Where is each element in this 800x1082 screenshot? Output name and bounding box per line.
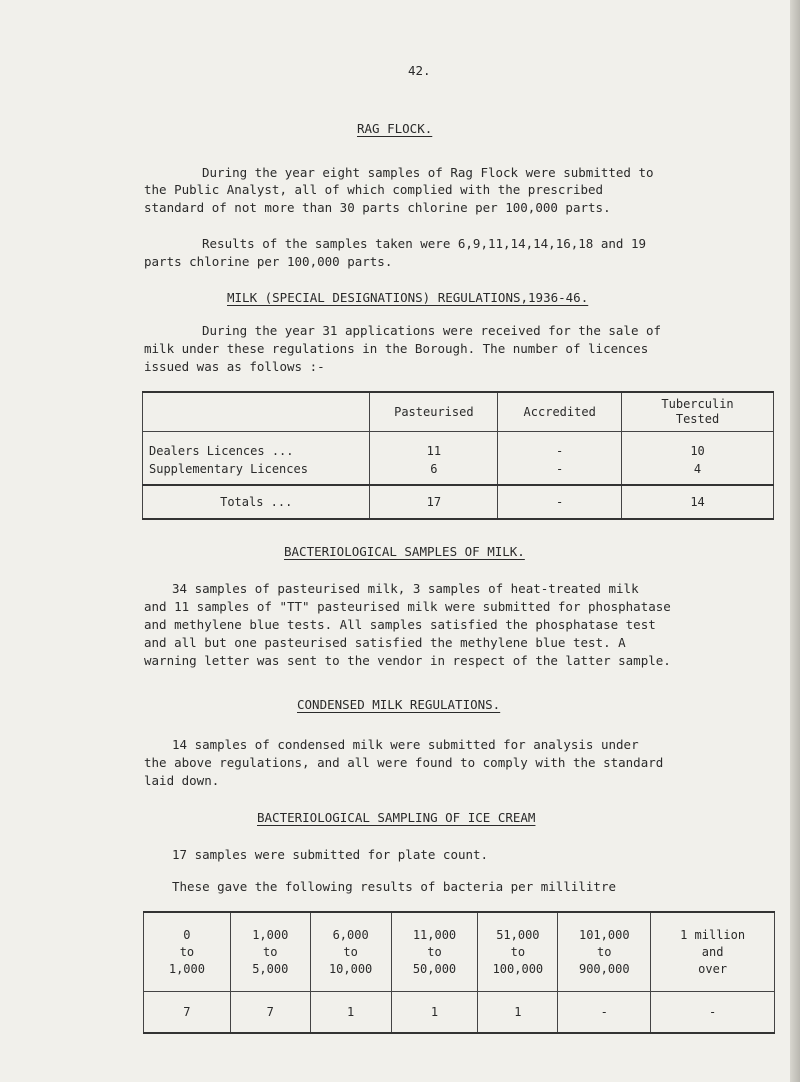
bact-milk-line5: warning letter was sent to the vendor in respect of the latter sample. <box>144 653 671 668</box>
range-cell: 0 to 1,000 <box>144 912 231 992</box>
licences-header-row <box>143 392 774 432</box>
condensed-line2: the above regulations, and all were found to comply with the standard <box>144 755 664 770</box>
table-row <box>143 432 774 461</box>
count-cell: 1 <box>478 992 558 1034</box>
count-cell: 7 <box>144 992 231 1034</box>
rag-flock-para1-line1: During the year eight samples of Rag Flock were submitted to <box>202 165 654 180</box>
bact-milk-line2: and 11 samples of "TT" pasteurised milk were submitted for phosphatase <box>144 599 671 614</box>
total-accredited: - <box>498 485 622 519</box>
range-cell: 51,000 to 100,000 <box>478 912 558 992</box>
page-edge-shadow <box>790 0 800 1082</box>
range-cell: 6,000 to 10,000 <box>310 912 391 992</box>
cell-tuberculin: 4 <box>622 460 774 485</box>
row-label: Supplementary Licences <box>143 460 370 485</box>
licences-header-blank <box>143 392 370 432</box>
condensed-line3: laid down. <box>144 773 220 788</box>
range-cell: 1 million and over <box>651 912 775 992</box>
licences-header-pasteurised: Pasteurised <box>370 392 498 432</box>
rag-flock-para2-line2: parts chlorine per 100,000 parts. <box>144 254 393 269</box>
rag-flock-para1-line3: standard of not more than 30 parts chlorine per 100,000 parts. <box>144 200 611 215</box>
rag-flock-para1-line2: the Public Analyst, all of which complied with the prescribed <box>144 182 604 197</box>
milk-special-para-line1: During the year 31 applications were received for the sale of <box>202 323 662 338</box>
cell-tuberculin: 10 <box>622 432 774 461</box>
ice-cream-heading: BACTERIOLOGICAL SAMPLING OF ICE CREAM <box>257 810 536 825</box>
bact-milk-line4: and all but one pasteurised satisfied the methylene blue test. A <box>144 635 626 650</box>
table-row <box>143 460 774 485</box>
milk-special-heading: MILK (SPECIAL DESIGNATIONS) REGULATIONS,1936-46. <box>227 290 589 305</box>
licences-table <box>142 391 774 520</box>
range-cell: 101,000 to 900,000 <box>558 912 651 992</box>
ice-cream-para1: 17 samples were submitted for plate count. <box>172 847 489 862</box>
count-cell: - <box>558 992 651 1034</box>
totals-row <box>143 485 774 519</box>
condensed-milk-heading: CONDENSED MILK REGULATIONS. <box>297 697 501 712</box>
row-label: Dealers Licences ... <box>143 432 370 461</box>
cell-pasteurised: 11 <box>370 432 498 461</box>
page-number: 42. <box>408 63 431 78</box>
ice-cream-ranges-row <box>144 912 775 992</box>
milk-special-para-line3: issued was as follows :- <box>144 359 325 374</box>
licences-header-tuberculin: Tuberculin Tested <box>622 392 774 432</box>
count-cell: 1 <box>391 992 478 1034</box>
count-cell: 7 <box>230 992 310 1034</box>
range-cell: 1,000 to 5,000 <box>230 912 310 992</box>
totals-label: Totals ... <box>143 485 370 519</box>
bact-milk-line3: and methylene blue tests. All samples satisfied the phosphatase test <box>144 617 656 632</box>
rag-flock-para2-line1: Results of the samples taken were 6,9,11,14,14,16,18 and 19 <box>202 236 647 251</box>
ice-cream-table <box>143 911 775 1034</box>
licences-header-accredited: Accredited <box>498 392 622 432</box>
bacteriological-milk-heading: BACTERIOLOGICAL SAMPLES OF MILK. <box>284 544 525 559</box>
ice-cream-para2: These gave the following results of bacteria per millilitre <box>172 879 617 894</box>
condensed-line1: 14 samples of condensed milk were submitted for analysis under <box>172 737 639 752</box>
cell-accredited: - <box>498 432 622 461</box>
rag-flock-heading: RAG FLOCK. <box>357 121 433 136</box>
total-tuberculin: 14 <box>622 485 774 519</box>
bact-milk-line1: 34 samples of pasteurised milk, 3 samples of heat-treated milk <box>172 581 639 596</box>
cell-pasteurised: 6 <box>370 460 498 485</box>
total-pasteurised: 17 <box>370 485 498 519</box>
ice-cream-counts-row <box>144 992 775 1034</box>
count-cell: 1 <box>310 992 391 1034</box>
cell-accredited: - <box>498 460 622 485</box>
milk-special-para-line2: milk under these regulations in the Borough. The number of licences <box>144 341 649 356</box>
range-cell: 11,000 to 50,000 <box>391 912 478 992</box>
count-cell: - <box>651 992 775 1034</box>
